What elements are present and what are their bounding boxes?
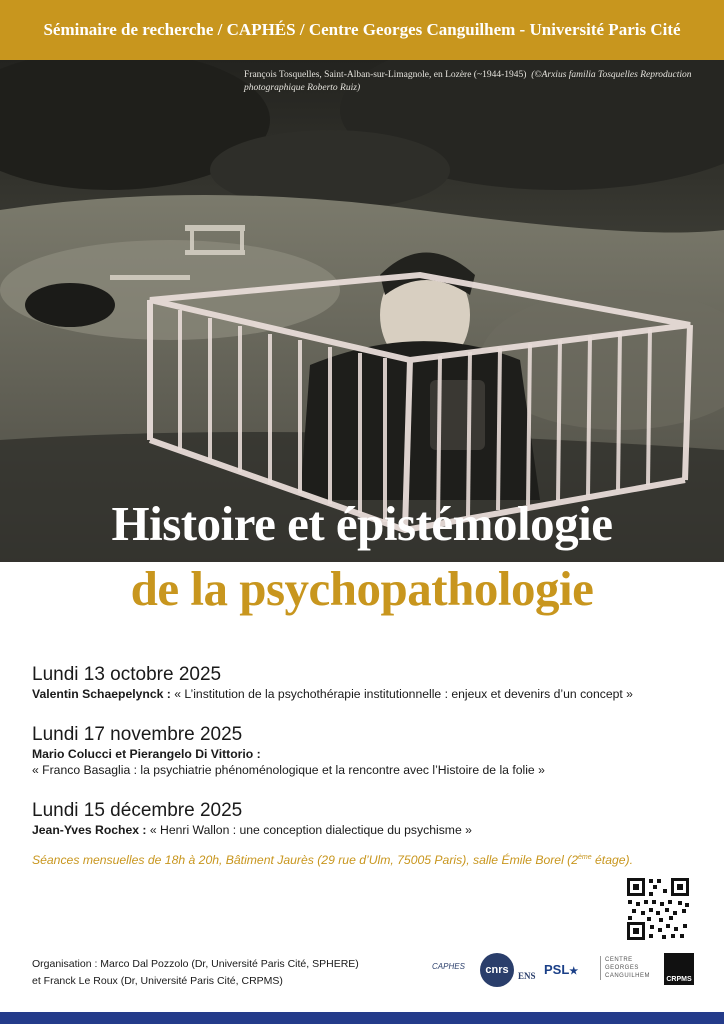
session-talk: « Franco Basaglia : la psychiatrie phénoménologique et la rencontre avec l’Histoire de la folie »	[32, 763, 545, 777]
session-talk-line	[32, 686, 702, 702]
session-speaker-line	[32, 746, 702, 762]
photo-illustration	[0, 60, 724, 562]
session-date: Lundi 17 novembre 2025	[32, 724, 243, 745]
canguilhem-logo	[600, 956, 660, 980]
session-date: Lundi 13 octobre 2025	[32, 664, 222, 685]
session-talk: « Henri Wallon : une conception dialectique du psychisme »	[146, 823, 472, 837]
header-banner	[0, 0, 724, 60]
banner-text: Séminaire de recherche / CAPHÉS / Centre Georges Canguilhem - Université Paris Cité	[43, 20, 681, 39]
organisation	[32, 956, 359, 990]
ens-logo	[518, 971, 536, 981]
organisation-line-1	[32, 956, 359, 973]
organisation-label: Organisation :	[32, 958, 98, 970]
partner-logos	[432, 953, 696, 987]
cnrs-logo-text: cnrs	[485, 964, 509, 976]
psl-logo	[544, 962, 578, 977]
organisation-line-2: et Franck Le Roux (Dr, Université Paris Cité, CRPMS)	[32, 975, 283, 987]
caphes-logo	[432, 962, 465, 971]
title-line-2: de la psychopathologie	[130, 561, 594, 616]
schedule-sup: ème	[578, 853, 592, 861]
ens-logo-text: ENS	[518, 971, 536, 981]
schedule-end: étage).	[591, 853, 633, 867]
session-speaker: Valentin Schaepelynck :	[32, 687, 171, 701]
qr-code[interactable]	[625, 876, 691, 942]
historical-photo	[0, 60, 724, 562]
crpms-logo	[664, 953, 694, 985]
cnrs-logo	[480, 953, 514, 987]
session-date: Lundi 15 décembre 2025	[32, 800, 243, 821]
schedule-text: Séances mensuelles de 18h à 20h, Bâtiment Jaurès (29 rue d’Ulm, 75005 Paris), salle Émile Borel (2	[32, 853, 579, 867]
crpms-logo-text: CRPMS	[666, 976, 692, 983]
organisation-person-1: Marco Dal Pozzolo (Dr, Université Paris Cité, SPHERE)	[97, 958, 359, 970]
canguilhem-logo-text: CENTRE GEORGES CANGUILHEM	[605, 957, 651, 979]
session-3	[32, 800, 702, 838]
session-talk-line	[32, 822, 702, 838]
photo-caption	[244, 69, 714, 95]
session-talk: « L’institution de la psychothérapie institutionnelle : enjeux et devenirs d’un concept »	[170, 687, 633, 701]
caption-text: François Tosquelles, Saint-Alban-sur-Limagnole, en Lozère (~1944-1945)	[244, 70, 527, 80]
session-speaker: Mario Colucci et Pierangelo Di Vittorio :	[32, 747, 261, 761]
session-2	[32, 724, 702, 778]
schedule-info	[32, 853, 712, 867]
session-1	[32, 664, 702, 702]
caption-credit: (©Arxius familia Tosquelles Reproduction photographique Roberto Ruiz)	[244, 70, 692, 93]
session-speaker: Jean-Yves Rochex :	[32, 823, 147, 837]
title-line-1: Histoire et épistémologie	[111, 496, 613, 551]
psl-star-icon: ★	[569, 966, 579, 977]
caphes-logo-text: CAPHES	[432, 962, 465, 971]
psl-logo-text: PSL	[544, 962, 570, 977]
footer-bar	[0, 1012, 724, 1024]
